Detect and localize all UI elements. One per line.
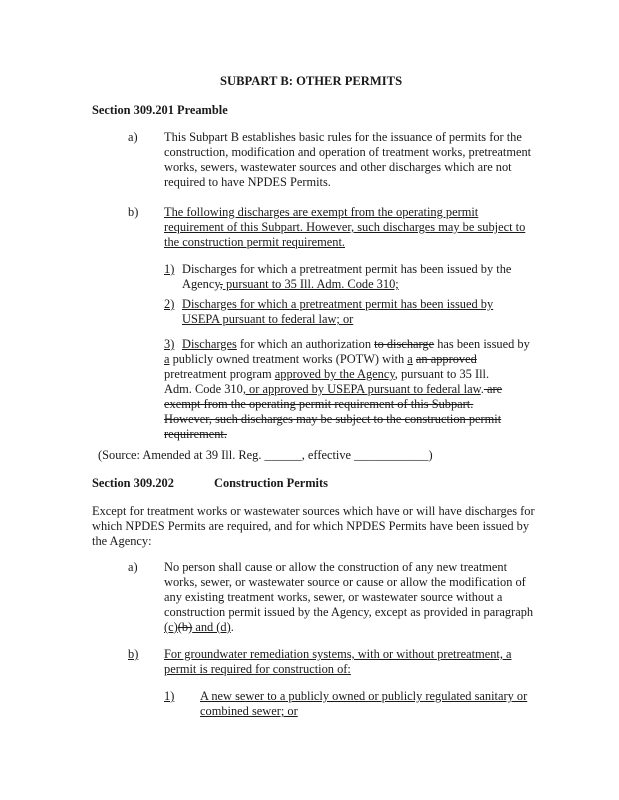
- item-1-line: [182, 277, 399, 292]
- item-3-deleted: requirement.: [164, 427, 227, 441]
- item-3-line: [164, 367, 489, 382]
- item-2-line: USEPA pursuant to federal law; or: [182, 312, 354, 326]
- item-202b1-line: A new sewer to a publicly owned or publicly regulated sanitary or: [200, 689, 528, 703]
- para-b-line: the construction permit requirement.: [164, 235, 345, 249]
- item-1-inserted: pursuant to 35 Ill. Adm. Code 310;: [222, 277, 399, 291]
- item-1-number: 1): [164, 262, 175, 276]
- intro-line: Except for treatment works or wastewater sources which have or will have discharges for: [92, 504, 535, 518]
- para-202a-line: construction permit issued by the Agency, except as provided in paragraph: [164, 605, 534, 619]
- item-202b1-line: combined sewer; or: [200, 704, 298, 718]
- item-3-text: Adm. Code 310: [164, 382, 243, 396]
- item-3-number: 3): [164, 337, 175, 351]
- item-3-text: .: [480, 382, 484, 396]
- para-202a-text: .: [230, 620, 234, 634]
- item-1-deleted: ,: [219, 277, 223, 291]
- para-a-line: works, sewers, wastewater sources and other discharges which are not: [164, 160, 512, 174]
- item-2-line: Discharges for which a pretreatment permit has been issued by: [182, 297, 494, 311]
- section-202-number: Section 309.202: [92, 476, 174, 490]
- item-3-line: [164, 382, 502, 397]
- para-a-label: a): [128, 130, 138, 144]
- subpart-title: SUBPART B: OTHER PERMITS: [220, 74, 403, 88]
- para-202a-line: works, sewer, or wastewater source or cause or allow the modification of: [164, 575, 526, 589]
- item-3-inserted: approved by the Agency: [274, 367, 395, 381]
- para-a-line: required to have NPDES Permits.: [164, 175, 331, 189]
- item-3-text: , pursuant to 35 Ill.: [394, 367, 490, 381]
- item-202b1-number: 1): [164, 689, 175, 703]
- item-3-inserted: , or approved by USEPA pursuant to federal law: [242, 382, 481, 396]
- section-201-heading: Section 309.201 Preamble: [92, 103, 228, 117]
- source-note: (Source: Amended at 39 Ill. Reg. ______, effective ____________): [98, 448, 433, 462]
- item-3-text: for which an authorization: [236, 337, 375, 351]
- item-3-text: pretreatment program: [164, 367, 275, 381]
- para-202b-line: permit is required for construction of:: [164, 662, 351, 676]
- item-3-deleted: are: [483, 382, 503, 396]
- item-3-text: publicly owned treatment works (POTW) with: [169, 352, 408, 366]
- item-3-inserted: Discharges: [182, 337, 237, 351]
- item-1-line: Discharges for which a pretreatment permit has been issued by the: [182, 262, 512, 276]
- para-202a-line: No person shall cause or allow the construction of any new treatment: [164, 560, 508, 574]
- para-202a-line: [164, 620, 234, 635]
- item-3-deleted: However, such discharges may be subject to the construction permit: [164, 412, 502, 426]
- item-3-line: [182, 337, 530, 352]
- para-202a-deleted: (b): [177, 620, 193, 634]
- para-202a-inserted: (c): [164, 620, 178, 634]
- item-3-inserted: a: [164, 352, 170, 366]
- para-b-line: requirement of this Subpart. However, such discharges may be subject to: [164, 220, 526, 234]
- para-a-line: construction, modification and operation of treatment works, pretreatment: [164, 145, 532, 159]
- item-1-text: Agency: [182, 277, 220, 291]
- item-3-deleted: an approved: [415, 352, 477, 366]
- intro-line: the Agency:: [92, 534, 152, 548]
- para-b-label: b): [128, 205, 139, 219]
- para-202a-inserted: and (d): [192, 620, 231, 634]
- item-3-line: [164, 352, 477, 367]
- item-2-number: 2): [164, 297, 175, 311]
- intro-line: which NPDES Permits are required, and for which NPDES Permits have been issued by: [92, 519, 530, 533]
- para-202b-label: b): [128, 647, 139, 661]
- para-202a-line: any existing treatment works, sewer, or wastewater source without a: [164, 590, 503, 604]
- item-3-deleted: exempt from the operating permit requirement of this Subpart.: [164, 397, 474, 411]
- para-b-line: The following discharges are exempt from the operating permit: [164, 205, 479, 219]
- para-a-line: This Subpart B establishes basic rules for the issuance of permits for the: [164, 130, 522, 144]
- section-202-title: Construction Permits: [214, 476, 328, 490]
- para-202b-line: For groundwater remediation systems, with or without pretreatment, a: [164, 647, 512, 661]
- para-202a-label: a): [128, 560, 138, 574]
- item-3-inserted: a: [407, 352, 413, 366]
- item-3-deleted: to discharge: [374, 337, 435, 351]
- item-3-text: has been issued by: [434, 337, 530, 351]
